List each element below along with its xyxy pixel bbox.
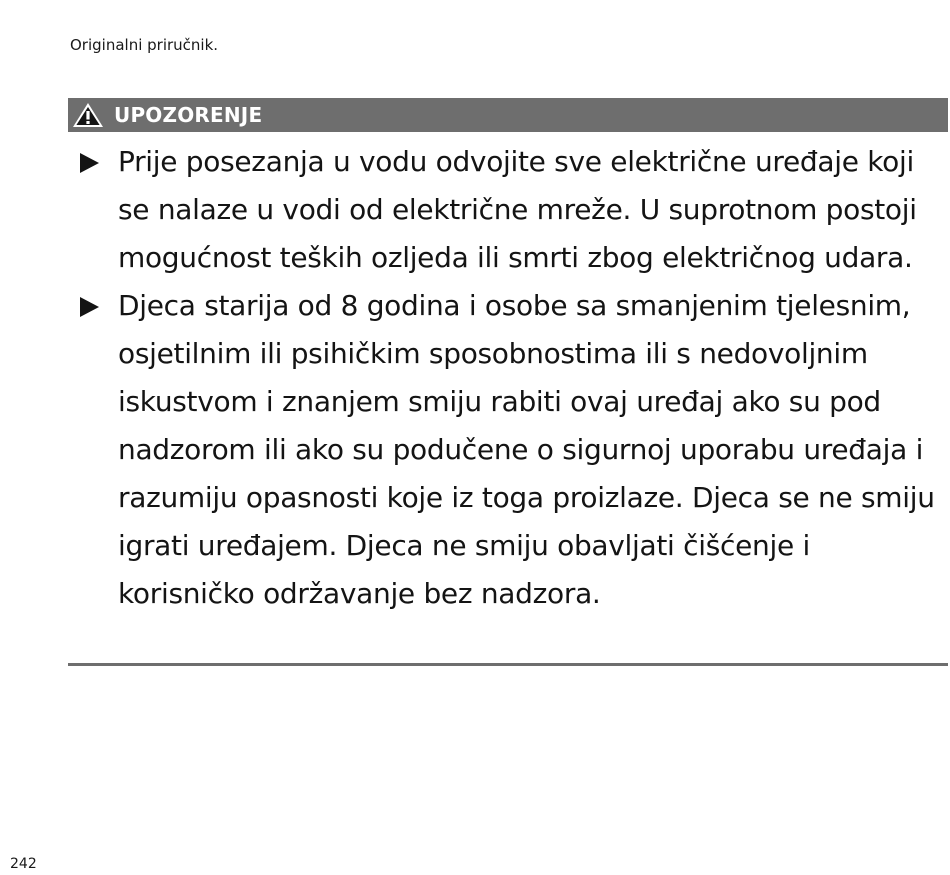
warning-item-text: Djeca starija od 8 godina i osobe sa smanjenim tjelesnim, osjetilnim ili psihičkim sposobnostima ili s nedovoljnim iskustvom i znanjem smiju rabiti ovaj uređaj ako su pod nadzorom ili ako su podučene o sigurnoj uporabu uređaja i razumiju opasnosti koje iz toga proizlaze. Djeca se ne smiju igrati uređajem. Djeca ne smiju obavljati čišćenje i korisničko održavanje bez nadzora. — [118, 289, 935, 610]
warning-title: UPOZORENJE — [114, 103, 263, 127]
triangle-bullet-icon — [80, 153, 99, 173]
warning-item — [68, 138, 948, 282]
triangle-bullet-icon — [80, 297, 99, 317]
manual-header-note: Originalni priručnik. — [70, 36, 219, 54]
warning-list — [68, 138, 948, 618]
warning-bottom-rule — [68, 663, 948, 666]
warning-triangle-icon — [72, 102, 104, 128]
warning-item — [68, 282, 948, 618]
warning-title-bar — [68, 98, 948, 132]
warning-item-text: Prije posezanja u vodu odvojite sve električne uređaje koji se nalaze u vodi od električne mreže. U suprotnom postoji mogućnost teških ozljeda ili smrti zbog električnog udara. — [118, 145, 917, 274]
page-number: 242 — [10, 856, 37, 872]
warning-box — [68, 98, 948, 667]
